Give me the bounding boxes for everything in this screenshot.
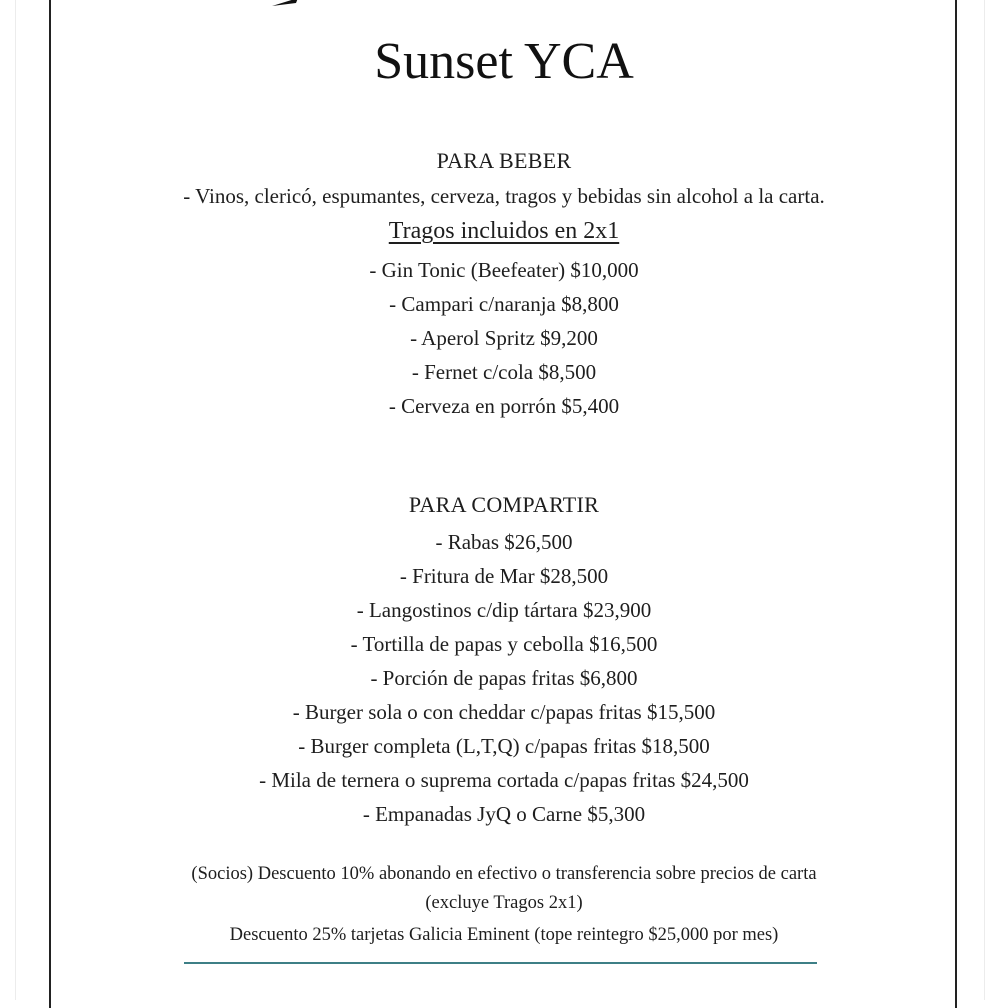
sharing-item: - Burger sola o con cheddar c/papas fritas $15,500 (292, 700, 716, 724)
logo-fragment-icon (270, 0, 300, 8)
page-edge-left (15, 0, 16, 1000)
drink-item: - Campari c/naranja $8,800 (389, 292, 619, 316)
page-edge-right (984, 0, 985, 1000)
drink-item: - Aperol Spritz $9,200 (410, 326, 598, 350)
discount-note: (excluye Tragos 2x1) (425, 893, 583, 913)
sharing-heading: PARA COMPARTIR (408, 492, 600, 517)
discount-note: (Socios) Descuento 10% abonando en efectivo o transferencia sobre precios de carta (191, 864, 817, 884)
sharing-item: - Fritura de Mar $28,500 (399, 564, 609, 588)
sharing-item: - Mila de ternera o suprema cortada c/papas fritas $24,500 (259, 768, 749, 792)
drink-item: - Cerveza en porrón $5,400 (388, 394, 620, 418)
drinks-heading: PARA BEBER (436, 148, 572, 173)
sharing-item: - Tortilla de papas y cebolla $16,500 (350, 632, 658, 656)
sharing-item: - Rabas $26,500 (435, 530, 573, 554)
drinks-intro: - Vinos, clericó, espumantes, cerveza, tragos y bebidas sin alcohol a la carta. (183, 184, 825, 208)
promo-heading: Tragos incluidos en 2x1 (388, 218, 620, 244)
drink-item: - Gin Tonic (Beefeater) $10,000 (369, 258, 639, 282)
divider-line (184, 962, 817, 964)
page-title: Sunset YCA (374, 33, 634, 90)
sharing-item: - Porción de papas fritas $6,800 (370, 666, 638, 690)
discount-note: Descuento 25% tarjetas Galicia Eminent (tope reintegro $25,000 por mes) (229, 925, 779, 945)
sharing-item: - Burger completa (L,T,Q) c/papas fritas $18,500 (298, 734, 710, 758)
drink-item: - Fernet c/cola $8,500 (411, 360, 597, 384)
sharing-item: - Langostinos c/dip tártara $23,900 (356, 598, 652, 622)
sharing-item: - Empanadas JyQ o Carne $5,300 (362, 802, 646, 826)
